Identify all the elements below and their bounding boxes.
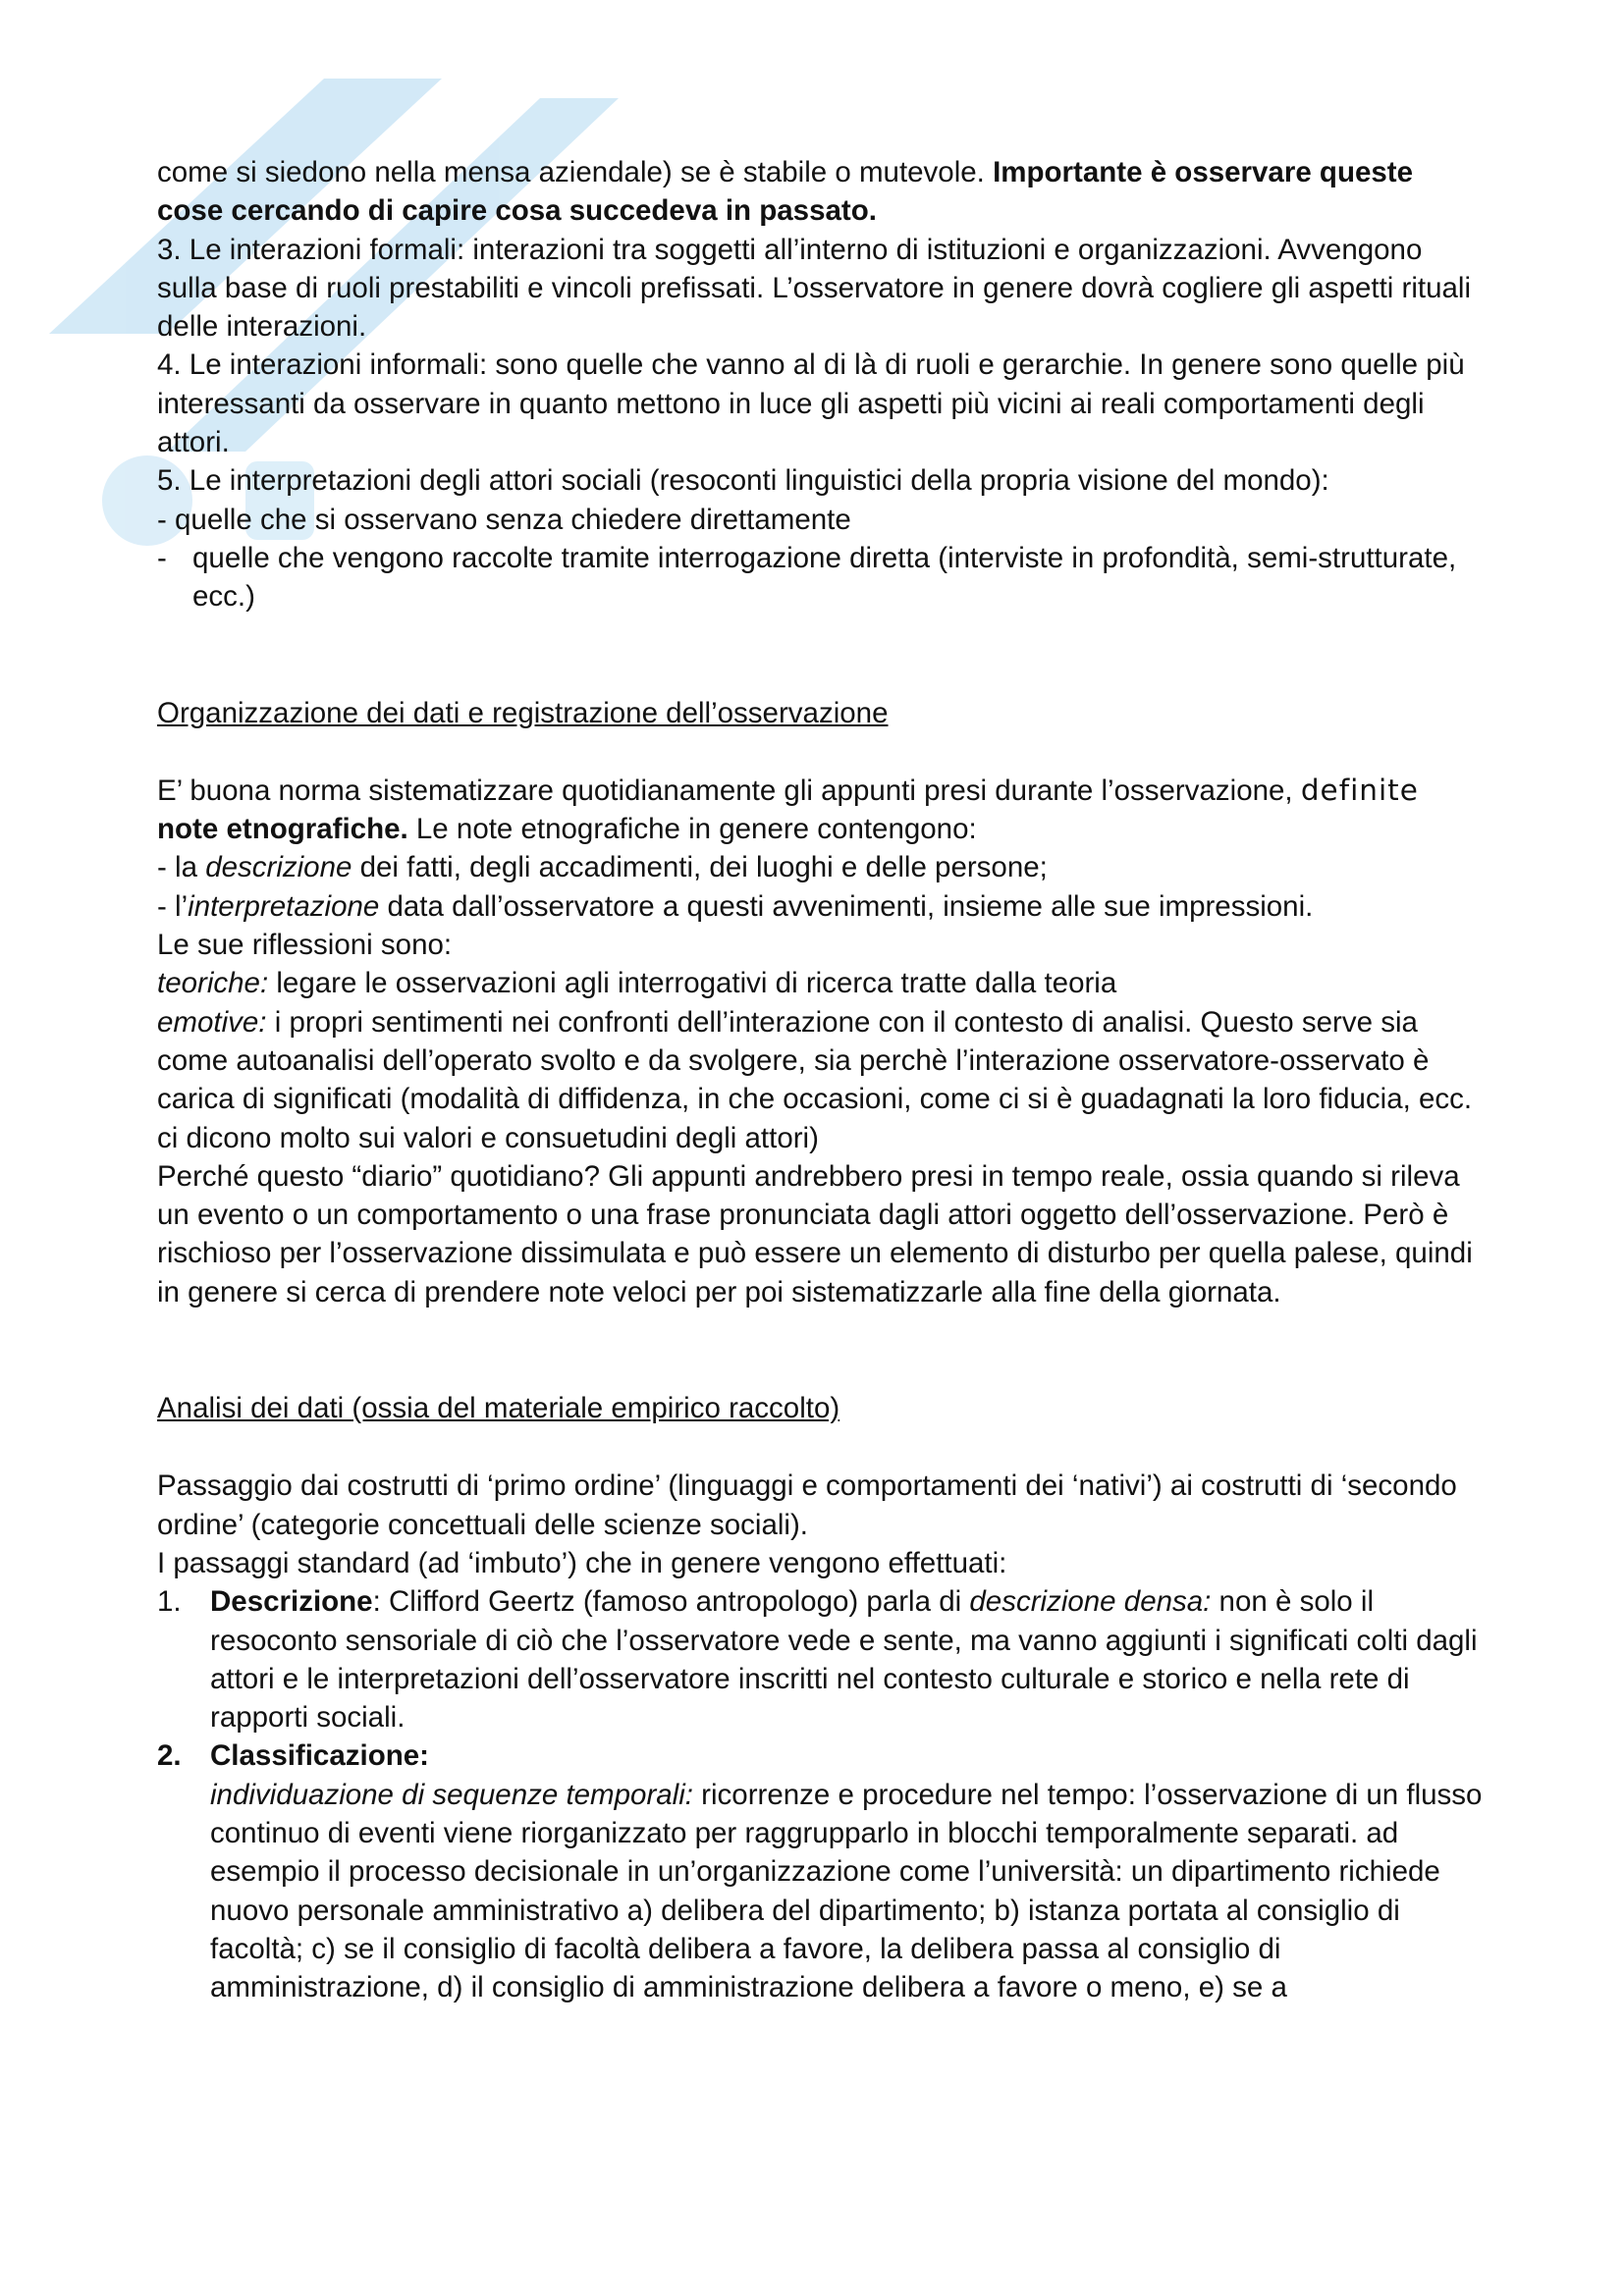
list-item-informal-interactions: 4. Le interazioni informali: sono quelle che vanno al di là di ruoli e gerarchie. In genere sono quelle più interessanti da osservare in quanto mettono in luce gli aspetti più vicini ai reali comportamenti degli attori.	[157, 348, 1465, 459]
paragraph: emotive: i propri sentimenti nei confronti dell’interazione con il contesto di analisi. Questo serve sia come autoanalisi dell’operato svolto e da svolgere, sia perchè l’interazione osservatore-osservato è carica di significati (modalità di diffidenza, in che occasioni, come ci si è guadagnati la loro fiducia, ecc. ci dicono molto sui valori e consuetudini degli attori)	[157, 1005, 1473, 1154]
bullet-marker: -	[157, 541, 167, 574]
item-number: 2.	[157, 1739, 182, 1773]
section-heading-data-organization: Organizzazione dei dati e registrazione dell’osservazione	[157, 696, 889, 729]
paragraph: Perché questo “diario” quotidiano? Gli appunti andrebbero presi in tempo reale, ossia quando si rileva un evento o un comportamento o una frase pronunciata dagli attori oggetto dell’osservazione. Però è rischioso per l’osservazione dissimulata e può essere un elemento di disturbo per quella palese, quindi in genere si cerca di prendere note veloci per poi sistematizzarle alla fine della giornata.	[157, 1159, 1473, 1308]
section-heading-data-analysis: Analisi dei dati (ossia del materiale empirico raccolto)	[157, 1392, 840, 1425]
numbered-item-classification: 2. Classificazione: individuazione di sequenze temporali: ricorrenze e procedure nel tempo: l’osservazione di un flusso continuo di eventi viene riorganizzato per raggrupparlo in blocchi temporalmente separati. ad esempio il processo decisionale in un’organizzazione come l’università: un dipartimento richiede nuovo personale amministrativo a) delibera del dipartimento; b) istanza portata al consiglio di facoltà; c) se il consiglio di facoltà delibera a favore, la delibera passa al consiglio di amministrazione, d) il consiglio di amministrazione delibera a favore o meno, e) se a	[157, 1736, 1485, 2006]
bullet-item: - quelle che vengono raccolte tramite interrogazione diretta (interviste in profondità, semi-strutturate, ecc.)	[157, 539, 1485, 616]
bullet-item: - quelle che si osservano senza chiedere direttamente	[157, 503, 851, 536]
numbered-item-description: 1. Descrizione: Clifford Geertz (famoso antropologo) parla di descrizione densa: non è solo il resoconto sensoriale di ciò che l’osservatore vede e sente, ma vanno aggiunti i significati colti dagli attori e le interpretazioni dell’osservatore inscritti nel contesto culturale e storico e nella rete di rapporti sociali.	[157, 1582, 1485, 1736]
paragraph: come si siedono nella mensa aziendale) se è stabile o mutevole. Importante è osservare queste cose cercando di capire cosa succedeva in passato.	[157, 156, 1414, 228]
paragraph: E’ buona norma sistematizzare quotidianamente gli appunti presi durante l’osservazione, definite note etnografiche. Le note etnografiche in genere contengono:	[157, 773, 1419, 846]
list-item-formal-interactions: 3. Le interazioni formali: interazioni tra soggetti all’interno di istituzioni e organizzazioni. Avvengono sulla base di ruoli prestabiliti e vincoli prefissati. L’osservatore in genere dovrà cogliere gli aspetti rituali delle interazioni.	[157, 233, 1472, 344]
list-item: - la descrizione dei fatti, degli accadimenti, dei luoghi e delle persone;	[157, 851, 1048, 884]
item-number: 1.	[157, 1585, 182, 1619]
paragraph: I passaggi standard (ad ‘imbuto’) che in genere vengono effettuati:	[157, 1546, 1007, 1579]
list-item-interpretations: 5. Le interpretazioni degli attori sociali (resoconti linguistici della propria visione del mondo):	[157, 464, 1329, 498]
paragraph: Le sue riflessioni sono:	[157, 929, 453, 962]
document-page	[157, 153, 1485, 2006]
list-item: - l’interpretazione data dall’osservatore a questi avvenimenti, insieme alle sue impressioni.	[157, 889, 1314, 923]
bold-text: Importante è osservare queste cose cercando di capire cosa succedeva in passato.	[157, 156, 1414, 228]
paragraph: Passaggio dai costrutti di ‘primo ordine’ (linguaggi e comportamenti dei ‘nativi’) ai costrutti di ‘secondo ordine’ (categorie concettuali delle scienze sociali).	[157, 1469, 1457, 1541]
paragraph: teoriche: legare le osservazioni agli interrogativi di ricerca tratte dalla teoria	[157, 967, 1117, 1000]
